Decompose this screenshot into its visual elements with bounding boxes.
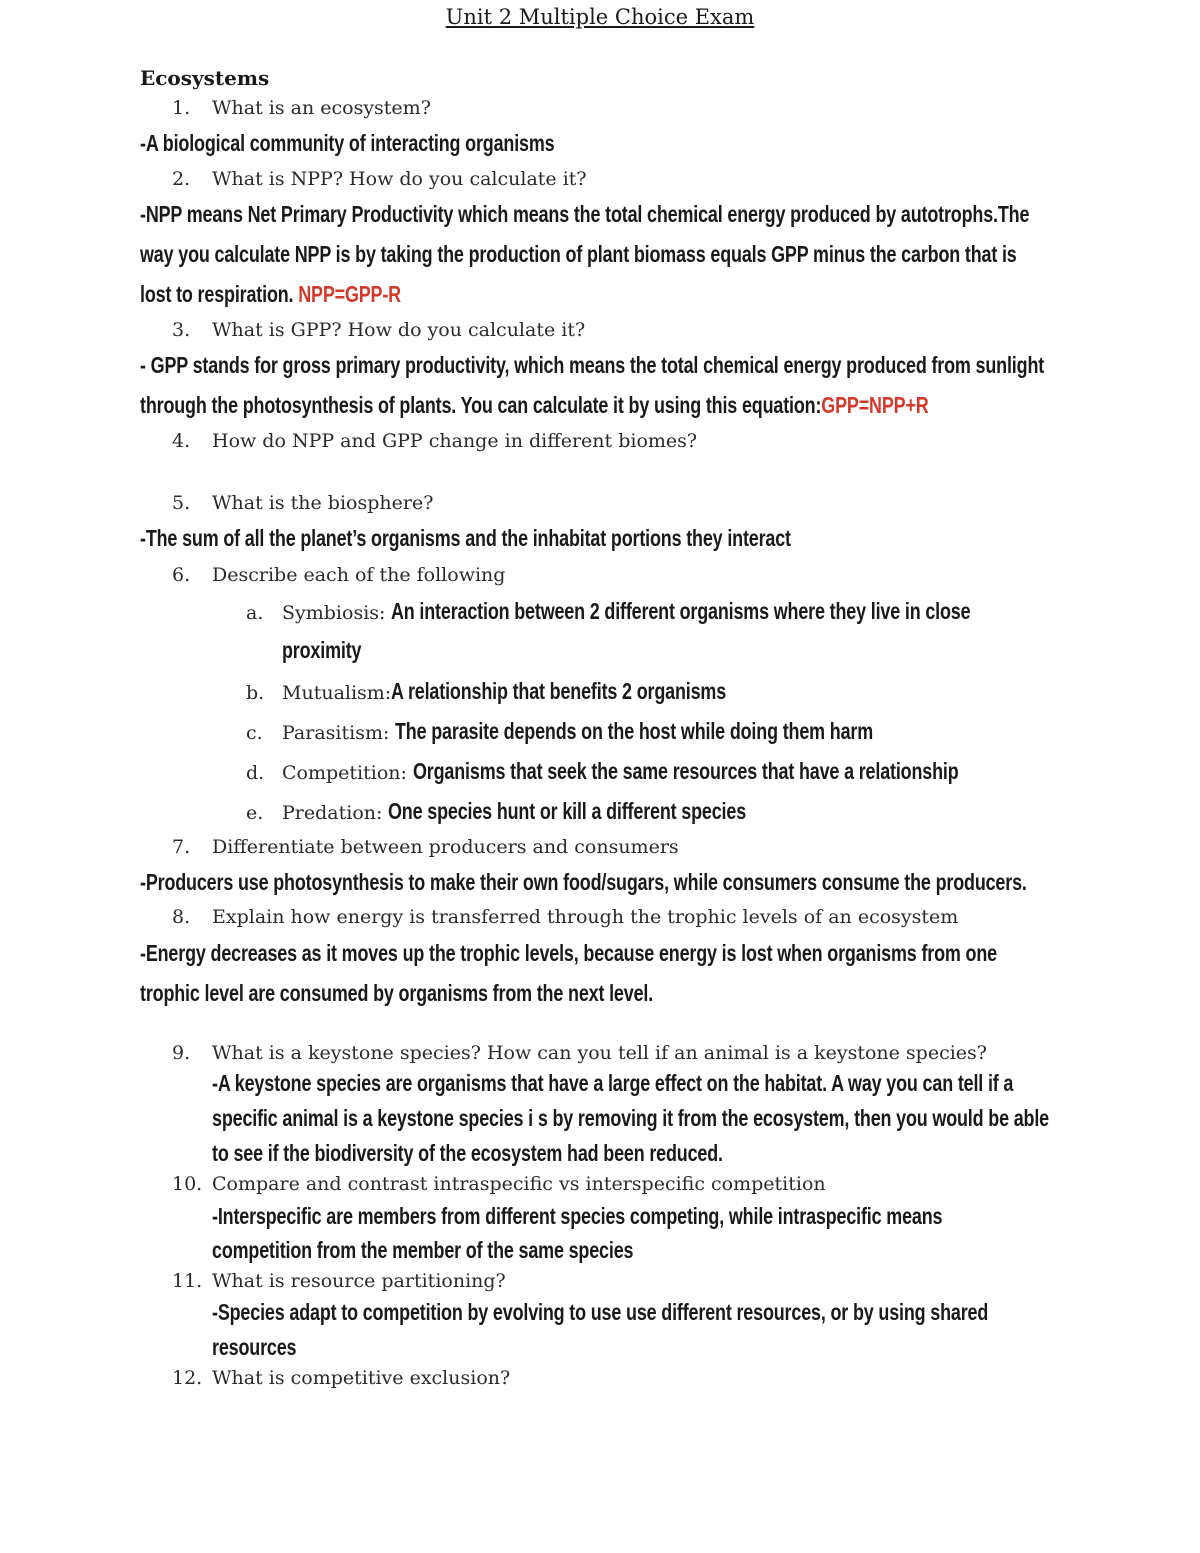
sub-item-b: [246, 678, 821, 705]
question-12: [172, 1367, 510, 1389]
question-number: 4.: [172, 430, 191, 452]
question-text: Compare and contrast intraspecific vs interspecific competition: [212, 1173, 826, 1195]
question-4: [172, 430, 697, 452]
answer-3-line-2: [140, 392, 929, 419]
sub-term: Competition:: [282, 762, 413, 784]
question-5: [172, 492, 433, 514]
question-8: [172, 906, 958, 928]
answer-8-line-1: -Energy decreases as it moves up the trophic levels, because energy is lost when organisms from one: [140, 940, 997, 966]
answer-text: lost to respiration.: [140, 281, 299, 307]
answer-9-line-1: -A keystone species are organisms that have a large effect on the habitat. A way you can tell if a: [212, 1070, 1014, 1096]
sub-item-d: [246, 758, 1112, 785]
page-title: Unit 2 Multiple Choice Exam: [445, 5, 755, 29]
question-number: 1.: [172, 97, 191, 119]
answer-2-line-3: [140, 281, 401, 308]
npp-formula: NPP=GPP-R: [298, 281, 401, 307]
sub-term: Mutualism:: [282, 682, 392, 704]
question-7: [172, 836, 679, 858]
question-number: 6.: [172, 564, 191, 586]
question-number: 9.: [172, 1042, 191, 1064]
question-number: 5.: [172, 492, 191, 514]
sub-definition: One species hunt or kill a different species: [388, 798, 747, 824]
question-3: [172, 319, 585, 341]
sub-definition: A relationship that benefits 2 organisms: [391, 678, 727, 704]
answer-11-line-2: resources: [212, 1334, 297, 1360]
sub-letter: a.: [246, 602, 264, 624]
question-text: What is GPP? How do you calculate it?: [212, 319, 586, 341]
question-text: Explain how energy is transferred through the trophic levels of an ecosystem: [212, 906, 959, 928]
question-text: What is the biosphere?: [212, 492, 434, 514]
question-text: What is resource partitioning?: [212, 1270, 506, 1292]
question-number: 8.: [172, 906, 191, 928]
sub-term: Symbiosis:: [282, 602, 392, 624]
question-number: 11.: [172, 1270, 203, 1292]
sub-letter: d.: [246, 762, 265, 784]
sub-item-c: [246, 718, 1008, 745]
answer-2-line-1: -NPP means Net Primary Productivity which means the total chemical energy produced by autotrophs.The: [140, 201, 1030, 227]
answer-8-line-2: trophic level are consumed by organisms from the next level.: [140, 980, 654, 1006]
question-10: [172, 1173, 826, 1195]
answer-3-line-1: - GPP stands for gross primary productivity, which means the total chemical energy produced from sunlight: [140, 352, 1045, 378]
answer-10-line-2: competition from the member of the same species: [212, 1237, 634, 1263]
sub-item-a: [246, 598, 1134, 625]
question-number: 3.: [172, 319, 191, 341]
question-number: 7.: [172, 836, 191, 858]
question-1: [172, 97, 431, 119]
question-text: What is a keystone species? How can you tell if an animal is a keystone species?: [212, 1042, 987, 1064]
answer-9-line-3: to see if the biodiversity of the ecosystem had been reduced.: [212, 1140, 723, 1166]
question-11: [172, 1270, 506, 1292]
question-2: [172, 168, 587, 190]
answer-1: -A biological community of interacting organisms: [140, 130, 555, 156]
question-6: [172, 564, 505, 586]
question-text: What is NPP? How do you calculate it?: [212, 168, 587, 190]
section-heading: Ecosystems: [140, 66, 270, 90]
question-text: What is competitive exclusion?: [212, 1367, 511, 1389]
sub-letter: e.: [246, 802, 264, 824]
question-text: Differentiate between producers and consumers: [212, 836, 679, 858]
question-number: 12.: [172, 1367, 203, 1389]
question-9: [172, 1042, 987, 1064]
sub-definition: Organisms that seek the same resources that have a relationship: [412, 758, 959, 784]
question-text: How do NPP and GPP change in different biomes?: [212, 430, 698, 452]
sub-letter: c.: [246, 722, 263, 744]
gpp-formula: GPP=NPP+R: [821, 392, 929, 418]
sub-term: Predation:: [282, 802, 389, 824]
sub-definition-continued: proximity: [282, 637, 362, 663]
answer-9-line-2: specific animal is a keystone species i s by removing it from the ecosystem, then you would be able: [212, 1105, 1049, 1131]
answer-text: through the photosynthesis of plants. You can calculate it by using this equation:: [140, 392, 822, 418]
answer-10-line-1: -Interspecific are members from different species competing, while intraspecific means: [212, 1203, 943, 1229]
sub-definition: An interaction between 2 different organisms where they live in close: [391, 598, 971, 624]
sub-term: Parasitism:: [282, 722, 396, 744]
sub-item-e: [246, 798, 847, 825]
question-text: What is an ecosystem?: [212, 97, 431, 119]
sub-letter: b.: [246, 682, 265, 704]
question-number: 10.: [172, 1173, 203, 1195]
sub-definition: The parasite depends on the host while doing them harm: [395, 718, 874, 744]
answer-5: -The sum of all the planet’s organisms and the inhabitat portions they interact: [140, 525, 791, 551]
question-number: 2.: [172, 168, 191, 190]
question-text: Describe each of the following: [212, 564, 506, 586]
answer-7: -Producers use photosynthesis to make their own food/sugars, while consumers consume the producers.: [140, 869, 1027, 895]
answer-11-line-1: -Species adapt to competition by evolving to use use different resources, or by using shared: [212, 1299, 989, 1325]
answer-2-line-2: way you calculate NPP is by taking the production of plant biomass equals GPP minus the carbon that is: [140, 241, 1017, 267]
